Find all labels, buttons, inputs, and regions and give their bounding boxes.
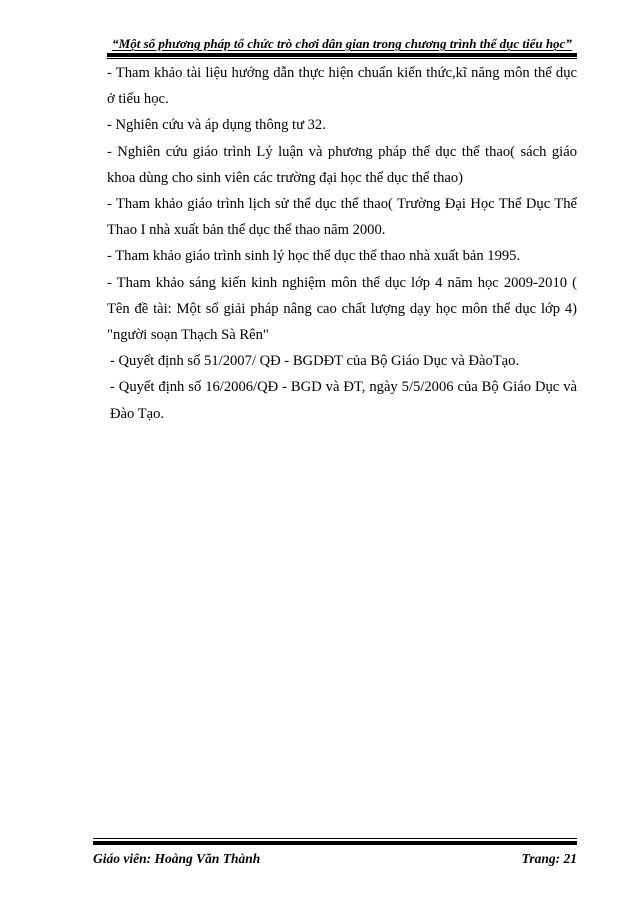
header-title: “Một số phương pháp tổ chức trò chơi dân gian trong chương trình thể dục tiểu học”	[112, 36, 572, 51]
footer-rule-thin	[93, 838, 577, 839]
reference-item: - Tham khảo giáo trình sinh lý học thể dục thể thao nhà xuất bản 1995.	[107, 248, 521, 265]
page-header	[107, 33, 577, 59]
footer-teacher: Giáo viên: Hoàng Văn Thành	[93, 851, 261, 866]
reference-item: - Tham khảo giáo trình lịch sử thể dục thể thao( Trường Đại Học Thể Dục Thể Thao I nhà xuất bản thể dục thể thao năm 2000.	[107, 196, 577, 239]
reference-item: - Tham khảo tài liệu hướng dẫn thực hiện chuẩn kiến thức,kĩ năng môn thể dục ở tiểu học.	[107, 65, 577, 108]
reference-item: - Nghiên cứu và áp dụng thông tư 32.	[107, 117, 326, 134]
footer-rule-thick	[93, 841, 577, 845]
page-body	[107, 60, 577, 427]
reference-item: - Nghiên cứu giáo trình Lý luận và phương pháp thể dục thể thao( sách giáo khoa dùng cho sinh viên các trường đại học thể dục thể thao)	[107, 143, 577, 186]
reference-item: - Quyết định số 16/2006/QĐ - BGD và ĐT, ngày 5/5/2006 của Bộ Giáo Dục và Đào Tạo.	[110, 379, 577, 422]
footer-page-number: Trang: 21	[521, 851, 577, 866]
reference-item: - Quyết định số 51/2007/ QĐ - BGDĐT của Bộ Giáo Dục và ĐàoTạo.	[110, 353, 520, 370]
reference-item: - Tham khảo sáng kiến kinh nghiệm môn thể dục lớp 4 năm học 2009-2010 ( Tên đề tài: Một số giải pháp nâng cao chất lượng dạy học môn thể dục lớp 4) "người soạn Thạch Sà Rên"	[107, 274, 577, 344]
header-rule-thick	[107, 53, 577, 57]
header-rule-thin	[107, 58, 577, 59]
page-footer	[93, 838, 577, 870]
